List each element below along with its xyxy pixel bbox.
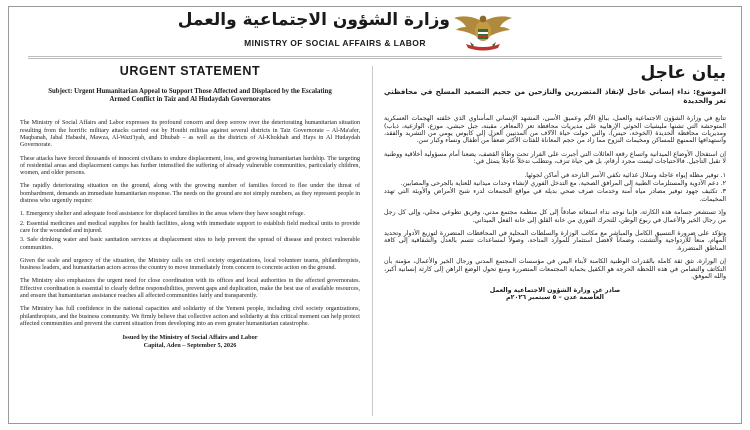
english-column [20,64,360,349]
arabic-paragraph: وتؤكد على ضرورة التنسيق الكامل والمباشر مع مكاتب الوزارة والسلطات المحلية في المحافظات المتضررة لتوزيع الأدوار وتحديد المهام، منعاً للازدواجية والتشتت، وضماناً لأفضل استثمار للموارد المتاحة، وصولاً لمساعدات تتسم بالعدل والشفافية إلى كافة المناطق المتضررة. [384,230,726,252]
header-rule [28,56,722,57]
english-signature-issuer: Issued by the Ministry of Social Affairs and Labor [122,334,258,342]
column-divider [372,66,373,416]
english-paragraph: These attacks have forced thousands of innocent civilians to endure displacement, loss, and growing humanitarian hardship. The targeting of residential areas and displacement camps has further intensified the suffering of already vulnerable communities, particularly children, women, and older persons. [20,155,360,177]
english-subject: Subject: Urgent Humanitarian Appeal to Support Those Affected and Displaced by the Escalating Armed Conflict in Taiz and Al Hudaydah Governorates [48,88,332,104]
arabic-list-item: ٣. تكثيف جهود توفير مصادر مياه آمنة وخدمات صرف صحي بديلة في مواقع التجمعات لدرء شبح الأمراض والأوبئة التي تهدد المخيمات. [384,188,726,203]
arabic-paragraph: تتابع في وزارة الشؤون الاجتماعية والعمل، ببالغ الألم وعميق الأسى، المشهد الإنساني المأساوي الذي خلفته الهجمات العسكرية المتوحشة التي تشنها مليشيات الحوثي الإرهابية على مديريات محافظة تعز (المعافر، مقبنة، جبل حبشي، موزع، الوازعية، ذباب) ومديريات محافظة الحديدة (الخوخة، حيس)، والتي حولت حياة الآلاف من المدنيين العزل إلى كابوس يومي من التشريد والفقد، واستهدافها الممنهج للمساكن ومخيمات النزوح مما زاد من حجم المعاناة للفئات الأكثر ضعفاً من أطفال ونساء وكبار سن. [384,115,726,145]
english-list-item: 3. Safe drinking water and basic sanitation services at displacement sites to help prevent the spread of disease and protect vulnerable communities. [20,237,360,251]
english-signature [20,334,360,349]
arabic-paragraph: وإذ تستشعر جسامة هذه الكارثة، فإننا نوجه نداء استغاثة صادقاً إلى كل منظمة مجتمع مدني، وفريق تطوعي محلي، وإلى كل رجل من رجال الخير والأعمال في ربوع الوطن، للتحرك الفوري من خانة القلق إلى خانة الفعل الميداني. [384,209,726,224]
ministry-name-english: MINISTRY OF SOCIAL AFFAIRS & LABOR [244,38,426,48]
english-list-item: 1. Emergency shelter and adequate food assistance for displaced families in the areas where they have sought refuge. [20,211,305,218]
header-rule-secondary [28,58,722,59]
english-paragraph: The Ministry of Social Affairs and Labor expresses its profound concern and deep sorrow over the deteriorating humanitarian situation resulting from the horrific military attacks carried out by Houthi militias against several districts in Taiz Governorate – Al-Ma'afer, Maqbanah, Jabal Habashi, Mawza, Al-Wazi'iyah, and Dhubab – as well as the districts of Al-Khokhah and Hays in Al Hudaydah Governorate. [20,120,360,149]
english-paragraph: The rapidly deteriorating situation on the ground, along with the growing number of families forced to flee under the threat of bombardment, demands an immediate humanitarian response. The needs on the ground are not simply numbers, as they represent people in distress who urgently require: [20,183,360,205]
arabic-title: بيان عاجل [640,63,726,83]
english-paragraph: The Ministry has full confidence in the national capacities and solidarity of the Yemeni people, including civil society organizations, philanthropists, and the business community. We firmly believe that collective action and solidarity at this critical moment can help protect affected communities and prevent the current situation from developing into an even greater humanitarian catastrophe. [20,306,360,327]
arabic-list-item: ٢. دعم الأدوية والمستلزمات الطبية إلى المرافق الصحية، مع التدخل الفوري لإنشاء وحدات ميدانية للعناية بالجرحى والمصابين. [400,180,726,188]
english-paragraph: The Ministry also emphasizes the urgent need for close coordination with its offices and local authorities in the affected governorates. Effective coordination is essential to clearly define responsibilities, prevent gaps and duplication, make the best use of available resources, and ensure that humanitarian assistance reaches all affected communities fairly and transparently. [20,278,360,300]
arabic-column [384,64,726,302]
arabic-signature-issuer: صادر عن وزارة الشؤون الاجتماعية والعمل [489,286,621,294]
english-title: URGENT STATEMENT [119,64,261,78]
english-paragraph: Given the scale and urgency of the situation, the Ministry calls on civil society organizations, local volunteer teams, philanthropists, business leaders, and humanitarian actors across the country to move immediately from concern to concrete action on the ground. [20,257,360,272]
arabic-paragraph: إن استفحال الأوضاع الميدانية واتساع رقعة العائلات التي أجبرت على الفرار تحت وطأة القصف، يضعنا أمام مسؤولية أخلاقية ووطنية لا تقبل التأجيل. فالاحتياجات ليست مجرد أرقام، بل هي حياة تنزف، وتتطلب تدخلاً عاجلاً يتمثل في: [384,150,726,166]
arabic-signature [384,287,726,302]
arabic-signature-date: العاصمة عدن – ٥ سبتمبر ٢٠٢٦م [506,294,604,302]
ministry-name-arabic: وزارة الشؤون الاجتماعية والعمل [177,10,450,30]
english-list-item: 2. Essential medicines and medical supplies for health facilities, along with immediate support to establish field medical units to provide care for the wounded and injured. [20,220,360,234]
arabic-subject: الموضوع: نداء إنساني عاجل لإنقاذ المتضررين والنازحين من جحيم التصعيد المسلح في محافظتي تعز والحديدة [384,88,726,105]
arabic-list-item: ١. توفير مظلة إيواء عاجلة وسلال غذائية تكفي الأسر النازحة في أماكن لجوئها. [524,171,726,179]
arabic-paragraph: إن الوزارة، تثق ثقة كاملة بالقدرات الوطنية الكامنة لأبناء اليمن في مؤسسات المجتمع المدني ورجال الخير والأعمال، مؤمنة بأن التكاتف والتضامن في هذه اللحظة الحرجة هو الكفيل بحماية المجتمعات المتضررة ومنع تحول الوضع الراهن إلى كارثة إنسانية أكبر، والله الموفق. [384,258,726,281]
letterhead [0,0,750,56]
eagle-emblem-icon [452,12,514,52]
english-signature-date: Capital, Aden – September 5, 2026 [143,341,237,349]
